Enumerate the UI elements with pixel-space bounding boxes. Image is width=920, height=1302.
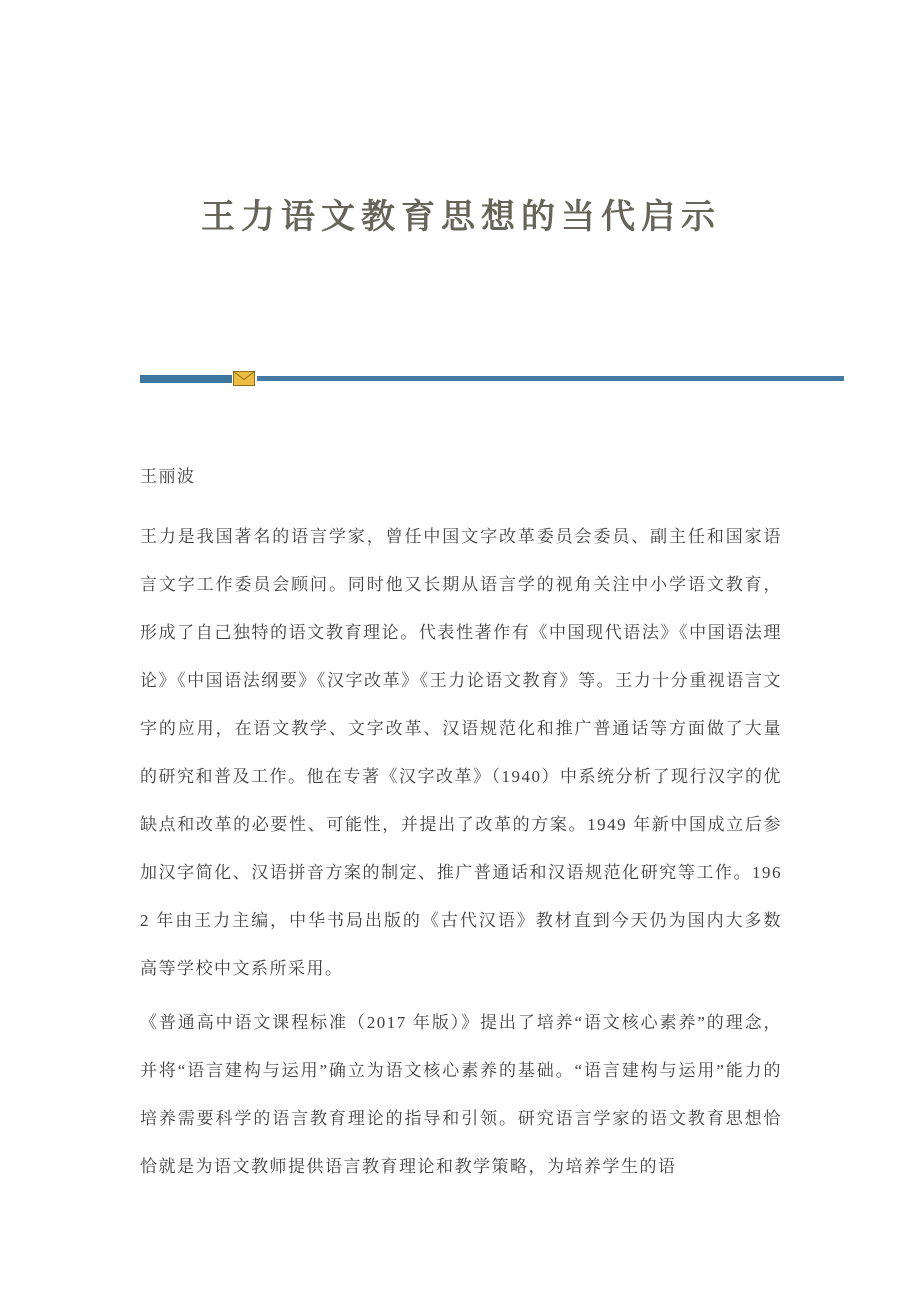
divider-line	[257, 376, 844, 381]
paragraph-2: 《普通高中语文课程标准（2017 年版）》提出了培养“语文核心素养”的理念，并将“语言建构与运用”确立为语文核心素养的基础。“语言建构与运用”能力的培养需要科学的语言教育理论的指导和引领。研究语言学家的语文教育思想恰恰就是为语文教师提供语言教育理论和教学策略，为培养学生的语	[140, 1012, 782, 1176]
paragraph-1: 王力是我国著名的语言学家，曾任中国文字改革委员会委员、副主任和国家语言文字工作委员会顾问。同时他又长期从语言学的视角关注中小学语文教育，形成了自己独特的语文教育理论。代表性著作有《中国现代语法》《中国语法理论》《中国语法纲要》《汉字改革》《王力论语文教育》等。王力十分重视语言文字的应用，在语文教学、文字改革、汉语规范化和推广普通话等方面做了大量的研究和普及工作。他在专著《汉字改革》（1940）中系统分析了现行汉字的优缺点和改革的必要性、可能性，并提出了改革的方案。1949 年新中国成立后参加汉字简化、汉语拼音方案的制定、推广普通话和汉语规范化研究等工作。1962 年由王力主编，中华书局出版的《古代汉语》教材直到今天仍为国内大多数高等学校中文系所采用。	[140, 526, 782, 978]
title-divider	[140, 371, 844, 387]
page-title: 王力语文教育思想的当代启示	[201, 199, 721, 236]
author-name: 王丽波	[140, 466, 196, 486]
divider-bar	[140, 375, 232, 383]
document-content	[0, 198, 920, 1191]
envelope-icon	[233, 371, 255, 386]
body-text	[140, 513, 782, 1191]
